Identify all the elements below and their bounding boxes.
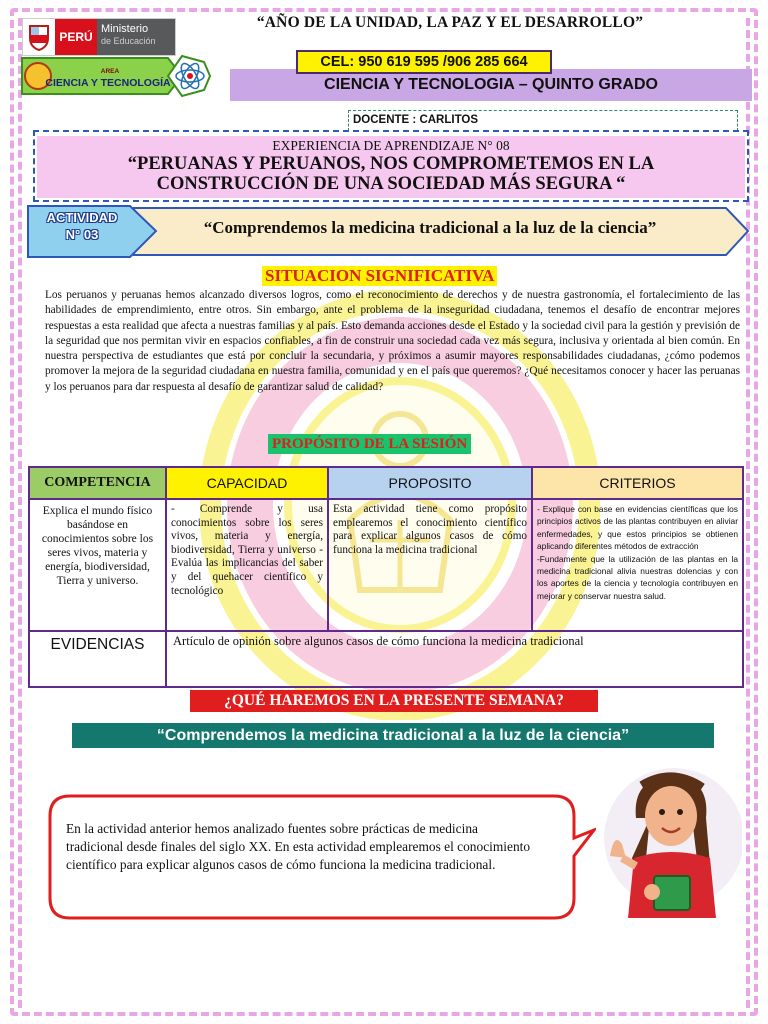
experience-title-line2: CONSTRUCCIÓN DE UNA SOCIEDAD MÁS SEGURA “: [156, 174, 626, 194]
column-header-capacidad: CAPACIDAD: [166, 467, 328, 499]
phone-numbers: CEL: 950 619 595 /906 285 664: [296, 50, 552, 74]
competencia-cell: Explica el mundo físico basándose en conocimientos sobre los seres vivos, materia y energía, biodiversidad, Tierra y universo.: [29, 499, 166, 631]
subject-grade-bar: CIENCIA Y TECNOLOGIA – QUINTO GRADO: [230, 69, 752, 101]
ministry-name: [97, 19, 175, 55]
proposito-cell: Esta actividad tiene como propósito emplearemos el conocimiento científico para explicar algunos casos de cómo funciona la medicina tradicional: [328, 499, 532, 631]
situation-text: Los peruanos y peruanas hemos alcanzado diversos logros, como el reconocimiento de derechos y de nuestra gastronomía, el fortalecimiento de las habilidades de emprendimiento, entre otros. Sin embargo, ante el problema de la inseguridad ciudadana, tenemos el desafío de encontrar mejores respuestas a esta realidad que afecta a nuestras familias y al país. Esto demanda acciones desde el Estado y la sociedad civil para la gestión y previsión de la seguridad que nos permitan vivir en espacios confiables, a fin de construir una sociedad cada vez más segura, inclusiva y orientada al bien común. En nuestra perspectiva de estudiantes que está por concluir la secundaria, y próximos a asumir mayores responsabilidades ciudadanas, ¿cómo podemos promover la mejora de la seguridad ciudadana en nuestra familia, comunidad y en el país que queremos? ¿Qué necesitamos conocer y hacer las peruanas y los peruanos para dar respuesta al desafío de garantizar salud de calidad?: [45, 289, 740, 393]
learning-experience-box: [33, 130, 749, 202]
activity-number-tag: [36, 209, 128, 243]
year-motto: “AÑO DE LA UNIDAD, LA PAZ Y EL DESARROLLO”: [256, 14, 644, 31]
evidence-label: EVIDENCIAS: [29, 631, 166, 687]
teacher-label: DOCENTE : CARLITOS: [348, 110, 738, 131]
ministry-name-line2: de Educación: [101, 35, 156, 46]
column-header-criterios: CRITERIOS: [532, 467, 743, 499]
activity-title: “Comprendemos la medicina tradicional a la luz de la ciencia”: [203, 218, 657, 237]
criterio-2: -Fundamente que la utilización de las plantas en la medicina tradicional alivia nuestras dolencias y con los aportes de la ciencia y tecnología contribuyen en mejorar y conservar nuestra salud.: [537, 553, 738, 601]
activity-tag-line1: ACTIVIDAD: [46, 210, 118, 225]
week-heading: ¿QUÉ HAREMOS EN LA PRESENTE SEMANA?: [190, 690, 598, 712]
criterios-cell: [532, 499, 743, 631]
situation-heading: SITUACION SIGNIFICATIVA: [262, 266, 497, 286]
speech-bubble-text: En la actividad anterior hemos analizado fuentes sobre prácticas de medicina tradicional desde finales del siglo XX. En esta actividad emplearemos el conocimiento científico para explicar algunos casos de cómo funciona la medicina tradicional.: [66, 821, 531, 872]
learning-experience-inner: [37, 136, 745, 198]
experience-number: EXPERIENCIA DE APRENDIZAJE N° 08: [272, 138, 510, 153]
student-girl-illustration: [592, 758, 742, 918]
capacidad-cell: - Comprende y usa conocimientos sobre los seres vivos, materia y energía, biodiversidad, Tierra y universo -Evalúa las implicancias del saber y del quehacer científico y tecnológico: [166, 499, 328, 631]
ministry-logo: [22, 18, 176, 56]
purpose-table-row: [29, 499, 743, 631]
column-header-proposito: PROPOSITO: [328, 467, 532, 499]
ministry-country: PERÚ: [55, 19, 97, 55]
evidence-text: Artículo de opinión sobre algunos casos de cómo funciona la medicina tradicional: [166, 631, 743, 687]
purpose-heading: PROPÓSITO DE LA SESIÓN: [268, 434, 471, 454]
purpose-table-header-row: [29, 467, 743, 499]
area-badge: [18, 54, 212, 98]
column-header-competencia: COMPETENCIA: [29, 467, 166, 499]
purpose-table: [28, 466, 744, 688]
area-label: AREA: [100, 68, 120, 75]
experience-title-line1: “PERUANAS Y PERUANOS, NOS COMPROMETEMOS EN LA: [127, 154, 655, 174]
evidence-row: [29, 631, 743, 687]
peru-crest-icon: [23, 19, 55, 55]
area-name: CIENCIA Y TECNOLOGÍA: [45, 77, 171, 89]
activity-tag-line2: N° 03: [65, 227, 99, 242]
criterio-1: - Explique con base en evidencias científicas que los principios activos de las plantas contribuyen en aliviar enfermedades, y que estos principios se obtienen aplicando diferentes métodos de extracción: [537, 504, 738, 552]
ministry-name-line1: Ministerio: [101, 23, 149, 35]
activity-banner: “Comprendemos la medicina tradicional a la luz de la ciencia”: [72, 723, 714, 748]
